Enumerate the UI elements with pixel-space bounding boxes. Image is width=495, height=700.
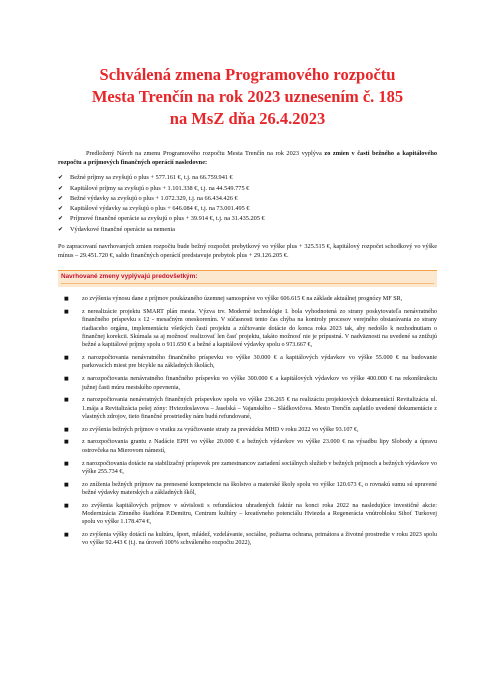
document-title [58,0,437,130]
checklist-item-text: Výdavkové finančné operácie sa nemenia [70,225,175,233]
square-bullet-icon: ■ [64,309,69,316]
summary-paragraph: Po zapracovaní navrhovaných zmien rozpočtu bude bežný rozpočet prebytkový vo výške plus + 325.515 €, kapitálový rozpočet schodkový vo výške mínus – 29.451.720 €, saldo finančných operácií predstavuje prebytok plus + 29.126.205 €. [58,242,437,259]
checkmark-icon: ✔ [58,184,64,192]
list-item-text: z narozpočtovania nenávratných finančných príspevkov spolu vo výške 236.265 € na realizáciu projektových dokumentácií Revitalizácia ul. 1.mája a Revitalizácia pešej zóny: Hviezdoslavova – Jaselská – Vajanského – Sládkovičova. Mesto Trenčín zaplatilo uvedené dokumentácie z vlastných zdrojov, tieto finančné prostriedky nám budú refundované, [82,397,437,420]
square-bullet-icon: ■ [64,426,69,433]
square-bullet-icon: ■ [64,481,69,488]
checklist-item-text: Kapitálové príjmy sa zvyšujú o plus + 1.101.338 €, t.j. na 44.549.775 € [70,184,250,192]
list-item-text: z nerealizácie projektu SMART plán mesta. Výzva trv. Moderné technológie I. bola vyhodnotená zo strany poskytovateľa nenávratného finančného príspevku s 12 - mesačným oneskorením. V súčasnosti tento čas chýba na kontroly procesov verejného obstarávania zo strany riadiaceho orgánu, implementáciu všetkých častí projektu a zúčtovanie dotácie do konca roka 2023 tak, aby nedošlo k nezhodnutiam o finančnej korekcii. Skúmala sa aj možnosť realizovať len časť projektu, takáto možnosť nie je prípustná. V nadväznosti na uvedené sa znižujú bežné a kapitálové príjmy spolu o 911.650 € a bežné a kapitálové výdavky spolu o 973.667 €, [82,309,437,349]
title-line-1: Schválená zmena Programového rozpočtu [99,65,396,84]
list-item [58,354,437,371]
list-item [58,295,437,303]
list-item [58,481,437,498]
list-item [58,502,437,527]
budget-checklist [58,173,437,234]
checklist-item [58,204,437,214]
checklist-item [58,194,437,204]
checklist-item [58,225,437,235]
list-item-text: zo zvýšenia kapitálových príjmov v súvislosti s refundáciou uhradených faktúr na konci roka 2022 na nasledujúce investičné akcie: Modernizácia Zimného štadióna P.Demitru, Centrum kultúry – kreatívneho potenciálu Hviezda a Regenerácia vnútrobloku Sihoť Turkovej spolu vo výške 1.178.474 €, [82,502,437,526]
list-item-text: z narozpočtovania dotácie na stabilizačný príspevok pre zamestnancov zariadení sociálnych služieb v bežných príjmoch a bežných výdavkov vo výške 255.734 €, [82,460,437,475]
list-item-text: zo zvýšenia výnosu dane z príjmov poukázaného územnej samospráve vo výške 606.615 € na základe aktuálnej prognózy MF SR, [82,296,403,303]
checklist-item-text: Kapitálové výdavky sa zvyšujú o plus + 646.084 €, t.j. na 73.001.495 € [70,205,250,213]
intro-paragraph [58,150,437,167]
list-item [58,308,437,350]
title-line-2: Mesta Trenčín na rok 2023 uznesením č. 185 [91,87,404,106]
square-bullet-icon: ■ [64,532,69,539]
changes-list [58,295,437,548]
list-item-text: zo zvýšenia výšky dotácií na kultúru, šport, mládež, vzdelávanie, sociálne, požiarna ochrana, primátora a životné prostredie v roku 2023 spolu vo výške 92.443 € (t.j. na úroveň 100% schváleného rozpočtu 2022), [82,532,437,547]
square-bullet-icon: ■ [64,355,69,362]
checkmark-icon: ✔ [58,194,64,202]
checkmark-icon: ✔ [58,205,64,213]
list-item-text: z narozpočtovania nenávratného finančného príspevku vo výške 300.000 € a kapitálových výdavkov vo výške 400.000 € na rekonštrukciu južnej časti múru mestského opevnenia, [82,376,437,391]
list-item [58,426,437,434]
checklist-item [58,173,437,183]
square-bullet-icon: ■ [64,397,69,404]
checkmark-icon: ✔ [58,215,64,223]
list-item-text: zo zníženia bežných príjmov na prenesené kompetencie na školstvo a materské školy spolu vo výške 120.673 €, o rovnakú sumu sú upravené bežné výdavky materských a základných škôl, [82,481,437,496]
square-bullet-icon: ■ [64,460,69,467]
checklist-item [58,184,437,194]
title-line-3: na MsZ dňa 26.4.2023 [169,109,326,128]
list-item-text: z narozpočtovania grantu z Nadácie EPH vo výške 20.000 € a bežných výdavkov vo výške 23.000 € na výsadbu lipy Slobody a úpravu ostrovčeka na Mierovom námestí, [82,439,437,454]
list-item [58,438,437,455]
checkmark-icon: ✔ [58,174,64,182]
list-item-text: zo zvýšenia bežných príjmov o vratku za vyúčtovanie straty za prevádzku MHD v roku 2022 vo výške 93.107 €, [82,426,359,433]
list-item-text: z narozpočtovania nenávratného finančného príspevku vo výške 30.000 € a kapitálových výdavkov vo výške 55.000 € na budovanie parkovacích miest pre bicykle na základných školách, [82,355,437,370]
checklist-item-text: Bežné príjmy sa zvyšujú o plus + 577.161 €, t.j. na 66.759.941 € [70,174,233,182]
square-bullet-icon: ■ [64,439,69,446]
list-item [58,460,437,477]
list-item [58,396,437,421]
checklist-item [58,214,437,224]
square-bullet-icon: ■ [64,296,69,303]
intro-bold-text: zo zmien v časti bežného a kapitálového rozpočtu a príjmových finančných operácií nasledovne: [58,150,437,166]
intro-text: Predložený Návrh na zmenu Programového rozpočtu Mesta Trenčín na rok 2023 vyplýva [86,150,325,157]
section-heading: Navrhované zmeny vyplývajú predovšetkým: [58,270,437,287]
square-bullet-icon: ■ [64,502,69,509]
list-item [58,375,437,392]
list-item [58,531,437,548]
square-bullet-icon: ■ [64,376,69,383]
checklist-item-text: Bežné výdavky sa zvyšujú o plus + 1.072.329, t.j. na 66.434.426 € [70,194,238,202]
checklist-item-text: Príjmové finančné operácie sa zvyšujú o plus + 39.914 €, t.j. na 31.435.205 € [70,215,265,223]
checkmark-icon: ✔ [58,225,64,233]
